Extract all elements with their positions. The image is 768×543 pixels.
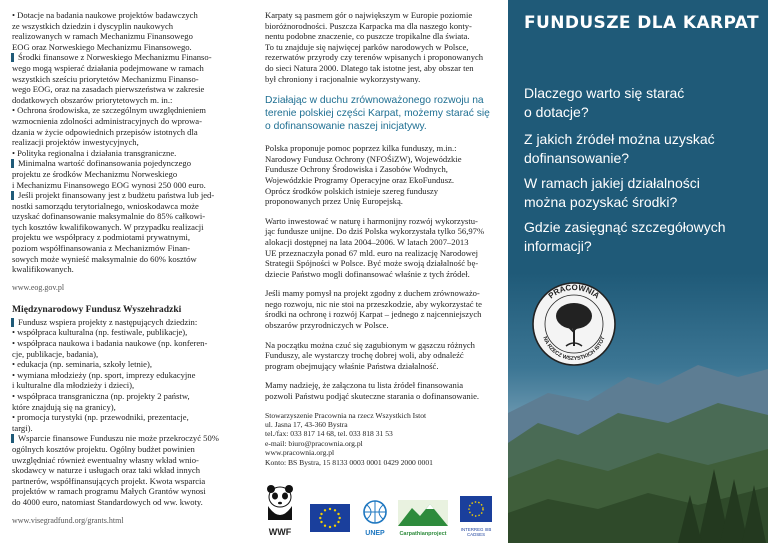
visegrad-funding-text (12, 317, 243, 508)
question-activities: W ramach jakiej działalności można pozyskać środki? (524, 175, 700, 210)
text-line: wzmocnienia zdolności administracyjnych do wprowa- (12, 115, 202, 126)
svg-text:NA RZECZ WSZYSTKICH ISTOT: NA RZECZ WSZYSTKICH ISTOT (541, 335, 607, 363)
svg-text:PRACOWNIA: PRACOWNIA (546, 282, 602, 301)
eu-flag (310, 504, 350, 537)
visegrad-heading: Międzynarodowy Fundusz Wyszehradzki (12, 303, 182, 315)
text-line: jąc fundusze unijne. Do dziś Polska wykorzystała tylko 56,97% (265, 226, 485, 237)
unep-logo (358, 499, 392, 537)
text-line: realizacji projektów inwestycyjnych, (12, 137, 139, 148)
text-line: Mamy nadzieję, że załączona tu lista źródeł finansowania (265, 380, 464, 391)
intro-paragraph (265, 10, 498, 84)
text-line: ogólnych kosztów projektu. Ogólny budżet powinien (12, 443, 195, 454)
text-line: Oprócz środków polskich istnieje szereg funduszy (265, 185, 439, 196)
eog-funding-text (12, 10, 243, 275)
text-line: EOG oraz Norweskiego Mechanizmu Finansowego. (12, 41, 192, 52)
text-line: wego EOG, oraz na zasadach pierwszeństwa w zakresie (12, 84, 205, 95)
text-line: • Polityka regionalna i działania transgraniczne. (12, 147, 177, 158)
text-line: projektu we współpracy z podmiotami prywatnymi, (12, 232, 191, 243)
text-line: obszarów przyrodniczych w Polsce. (265, 320, 389, 331)
text-line: ze wszystkich dziedzin i dyscyplin naukowych (12, 20, 174, 31)
question-information: Gdzie zasięgnąć szczegółowych informacji? (524, 219, 726, 254)
text-line: dziecie Państwo mogli dofinansować właśnie z tych źródeł. (265, 268, 470, 279)
text-line: Narodowy Fundusz Ochrony (NFOŚiZW), Wojewódzkie (265, 153, 462, 164)
text-line: • Ochrona środowiska, ze szczególnym uwzględnieniem (12, 105, 206, 116)
text-line: Wsparcie finansowe Funduszu nie może przekroczyć 50% (12, 433, 243, 444)
text-line: nostki samorządu terytorialnego, wnioskodawca może (12, 200, 199, 211)
text-line: do sieci Natura 2000. Dlatego tak istotne jest, aby obszar ten (265, 62, 474, 73)
text-line: • współpraca naukowa i badania naukowe (np. konferen- (12, 338, 208, 349)
text-line: Minimalna wartość dofinansowania pojedynczego (12, 158, 243, 169)
text-line: Funduszy, ale wystarczy trochę dobrej woli, aby odnaleźć (265, 350, 464, 361)
carpathian-project-logo (398, 500, 448, 537)
text-line: Środki finansowe z Norweskiego Mechanizmu Finanso- (12, 52, 243, 63)
hope-paragraph (265, 380, 498, 401)
text-line: • wymiana młodzieży (np. sport, imprezy edukacyjne (12, 369, 196, 380)
text-line: sowych może wynieść maksymalnie do 60% kosztów (12, 253, 197, 264)
text-line: Strategii Spójności w Polsce. Być może swoją działalność bę- (265, 258, 479, 269)
cover-title: FUNDUSZE DLA KARPAT (524, 13, 760, 33)
text-line: ul. Jasna 17, 43-360 Bystra (265, 420, 348, 430)
contact-block (265, 411, 498, 467)
text-line: projektów w ramach programu Małych Grantów wynosi (12, 486, 206, 497)
text-line: o dofinansowanie naszej inicjatywy. (265, 121, 427, 133)
visegrad-url[interactable]: www.visegradfund.org/grants.html (12, 515, 124, 525)
text-line: Fundusze Ochrony Środowiska i Zasobów Wodnych, (265, 164, 448, 175)
interreg-label: INTERREG IIIB CADSES (460, 527, 492, 537)
text-line: projektu ze środków Mechanizmu Norweskiego (12, 168, 178, 179)
text-line: tych kosztów kwalifikowanych. W przypadku realizacji (12, 221, 204, 232)
cover-panel (508, 0, 768, 543)
text-line: Działając w duchu zrównoważonego rozwoju na (265, 95, 484, 107)
text-line: Warto inwestować w naturę i harmonijny rozwój wykorzystu- (265, 215, 478, 226)
text-line: które znajdują się na granicy), (12, 401, 116, 412)
question-sources: Z jakich źródeł można uzyskać dofinansowanie? (524, 131, 715, 166)
text-line: www.pracownia.org.pl (265, 448, 335, 458)
text-line: uwzględniać również ewentualny własny wkład wnio- (12, 454, 199, 465)
text-line: alokacji dostępnej na lata 2004–2006. W latach 2007–2013 (265, 236, 469, 247)
text-line: pozwoli Państwu podjąć skuteczne starania o dofinansowanie. (265, 391, 480, 402)
text-line: był chroniony i racjonalnie wykorzystywany. (265, 73, 421, 84)
text-line: Konto: BS Bystra, 15 8133 0003 0001 0429 2000 0001 (265, 457, 433, 467)
globe-icon (358, 499, 392, 525)
text-line: wego mogą wspierać działania podejmowane w ramach (12, 62, 204, 73)
column-middle (253, 0, 508, 543)
text-line: i kulturalne dla młodzieży i dzieci), (12, 380, 135, 391)
lead-paragraph (265, 94, 498, 133)
text-line: cje, publikacje, badania), (12, 348, 99, 359)
text-line: • Dotacje na badania naukowe projektów badawczych (12, 10, 198, 20)
polish-funds-paragraph (265, 143, 498, 207)
text-line: tel./fax: 033 817 14 68, tel. 033 818 31 53 (265, 429, 393, 439)
eu-stars-icon (310, 504, 350, 532)
text-line: Na początku można czuć się zagubionym w gąszczu różnych (265, 339, 475, 350)
text-line: To tu znajduje się najwięcej parków narodowych w Polsce, (265, 41, 469, 52)
text-line: realizowanych w ramach Mechanizmu Finansowego (12, 31, 193, 42)
partner-logos (262, 485, 498, 537)
text-line: kwalifikowanych. (12, 264, 74, 275)
text-line: do 4000 euro, natomiast Standardowych od ww. kwoty. (12, 496, 203, 507)
text-line: terenie polskiej części Karpat, możemy starać się (265, 108, 490, 120)
text-line: proponowanych przez Unię Europejską. (265, 196, 403, 207)
wwf-label: WWF (268, 527, 292, 537)
text-line: bioróżnorodności. Puszcza Karpacka ma dla naszego konty- (265, 20, 472, 31)
text-line: Karpaty są pasmem gór o największym w Europie poziomie (265, 10, 473, 20)
text-line: środki na ochronę i rozwój Karpat – jednego z najcenniejszych (265, 309, 482, 320)
text-line: • współpraca kulturalna (np. festiwale, publikacje), (12, 327, 188, 338)
wwf-logo (262, 484, 298, 537)
question-why: Dlaczego warto się starać o dotacje? (524, 85, 685, 120)
text-line: • współpraca transgraniczna (np. projekty 2 państw, (12, 391, 190, 401)
text-line: Fundusz wspiera projekty z następujących dziedzin: (12, 317, 243, 328)
project-idea-paragraph (265, 288, 498, 330)
text-line: i Mechanizmu Finansowego EOG wynosi 250 000 euro. (12, 179, 206, 190)
text-line: nego rozwoju, nic nie stoi na przeszkodzie, aby wykorzystać te (265, 298, 482, 309)
guidance-paragraph (265, 340, 498, 372)
text-line: partnerów, współfinansujących projekt. Kwota wsparcia (12, 475, 206, 486)
text-line: Wojewódzkie Programy Operacyjne oraz EkoFundusz. (265, 174, 455, 185)
interreg-logo (454, 496, 498, 537)
text-line: Jeśli mamy pomysł na projekt zgodny z duchem zrównoważo- (265, 288, 480, 299)
text-line: targi). (12, 422, 33, 433)
carpathian-label: Carpathianproject (399, 531, 447, 537)
panda-icon (262, 484, 298, 522)
eu-funds-paragraph (265, 216, 498, 280)
column-left (0, 0, 253, 543)
text-line: program obejmujący właśnie Państwa działalność. (265, 360, 439, 371)
interreg-flag-icon (454, 496, 498, 522)
text-line: skodawcy w naturze i usługach oraz taki wkład innych (12, 465, 201, 476)
eog-url[interactable]: www.eog.gov.pl (12, 282, 65, 292)
text-line: Polska proponuje pomoc poprzez kilka funduszy, m.in.: (265, 143, 457, 154)
text-line: wszystkich sześciu priorytetów Mechanizmu Finanso- (12, 73, 199, 84)
text-line: dodatkowych obszarów priorytetowych m. in.: (12, 94, 173, 105)
text-line: Stowarzyszenie Pracownia na rzecz Wszystkich Istot (265, 410, 427, 420)
text-line: UE przeznaczyła ponad 67 mld. euro na realizację Narodowej (265, 247, 479, 258)
text-line: uzyskać dofinansowanie maksymalnie do 85% całkowi- (12, 211, 206, 222)
text-line: Jeśli projekt finansowany jest z budżetu państwa lub jed- (12, 190, 243, 201)
text-line: • edukacja (np. seminaria, szkoły letnie), (12, 359, 152, 370)
text-line: e-mail: biuro@pracownia.org.pl (265, 438, 363, 448)
text-line: rezerwatów przyrody czy terenów wpisanych i proponowanych (265, 52, 484, 63)
pracownia-seal-logo (530, 280, 618, 368)
text-line: • promocja turystyki (np. przewodniki, prezentacje, (12, 412, 189, 423)
text-line: dzania w życie odpowiednich przepisów istotnych dla (12, 126, 198, 137)
mountains-icon (398, 500, 448, 526)
text-line: nentu podobne znaczenie, co puszcze tropikalne dla świata. (265, 31, 470, 42)
text-line: poziom współfinansowania z Mechanizmów Finan- (12, 243, 191, 254)
unep-label: UNEP (365, 530, 385, 537)
